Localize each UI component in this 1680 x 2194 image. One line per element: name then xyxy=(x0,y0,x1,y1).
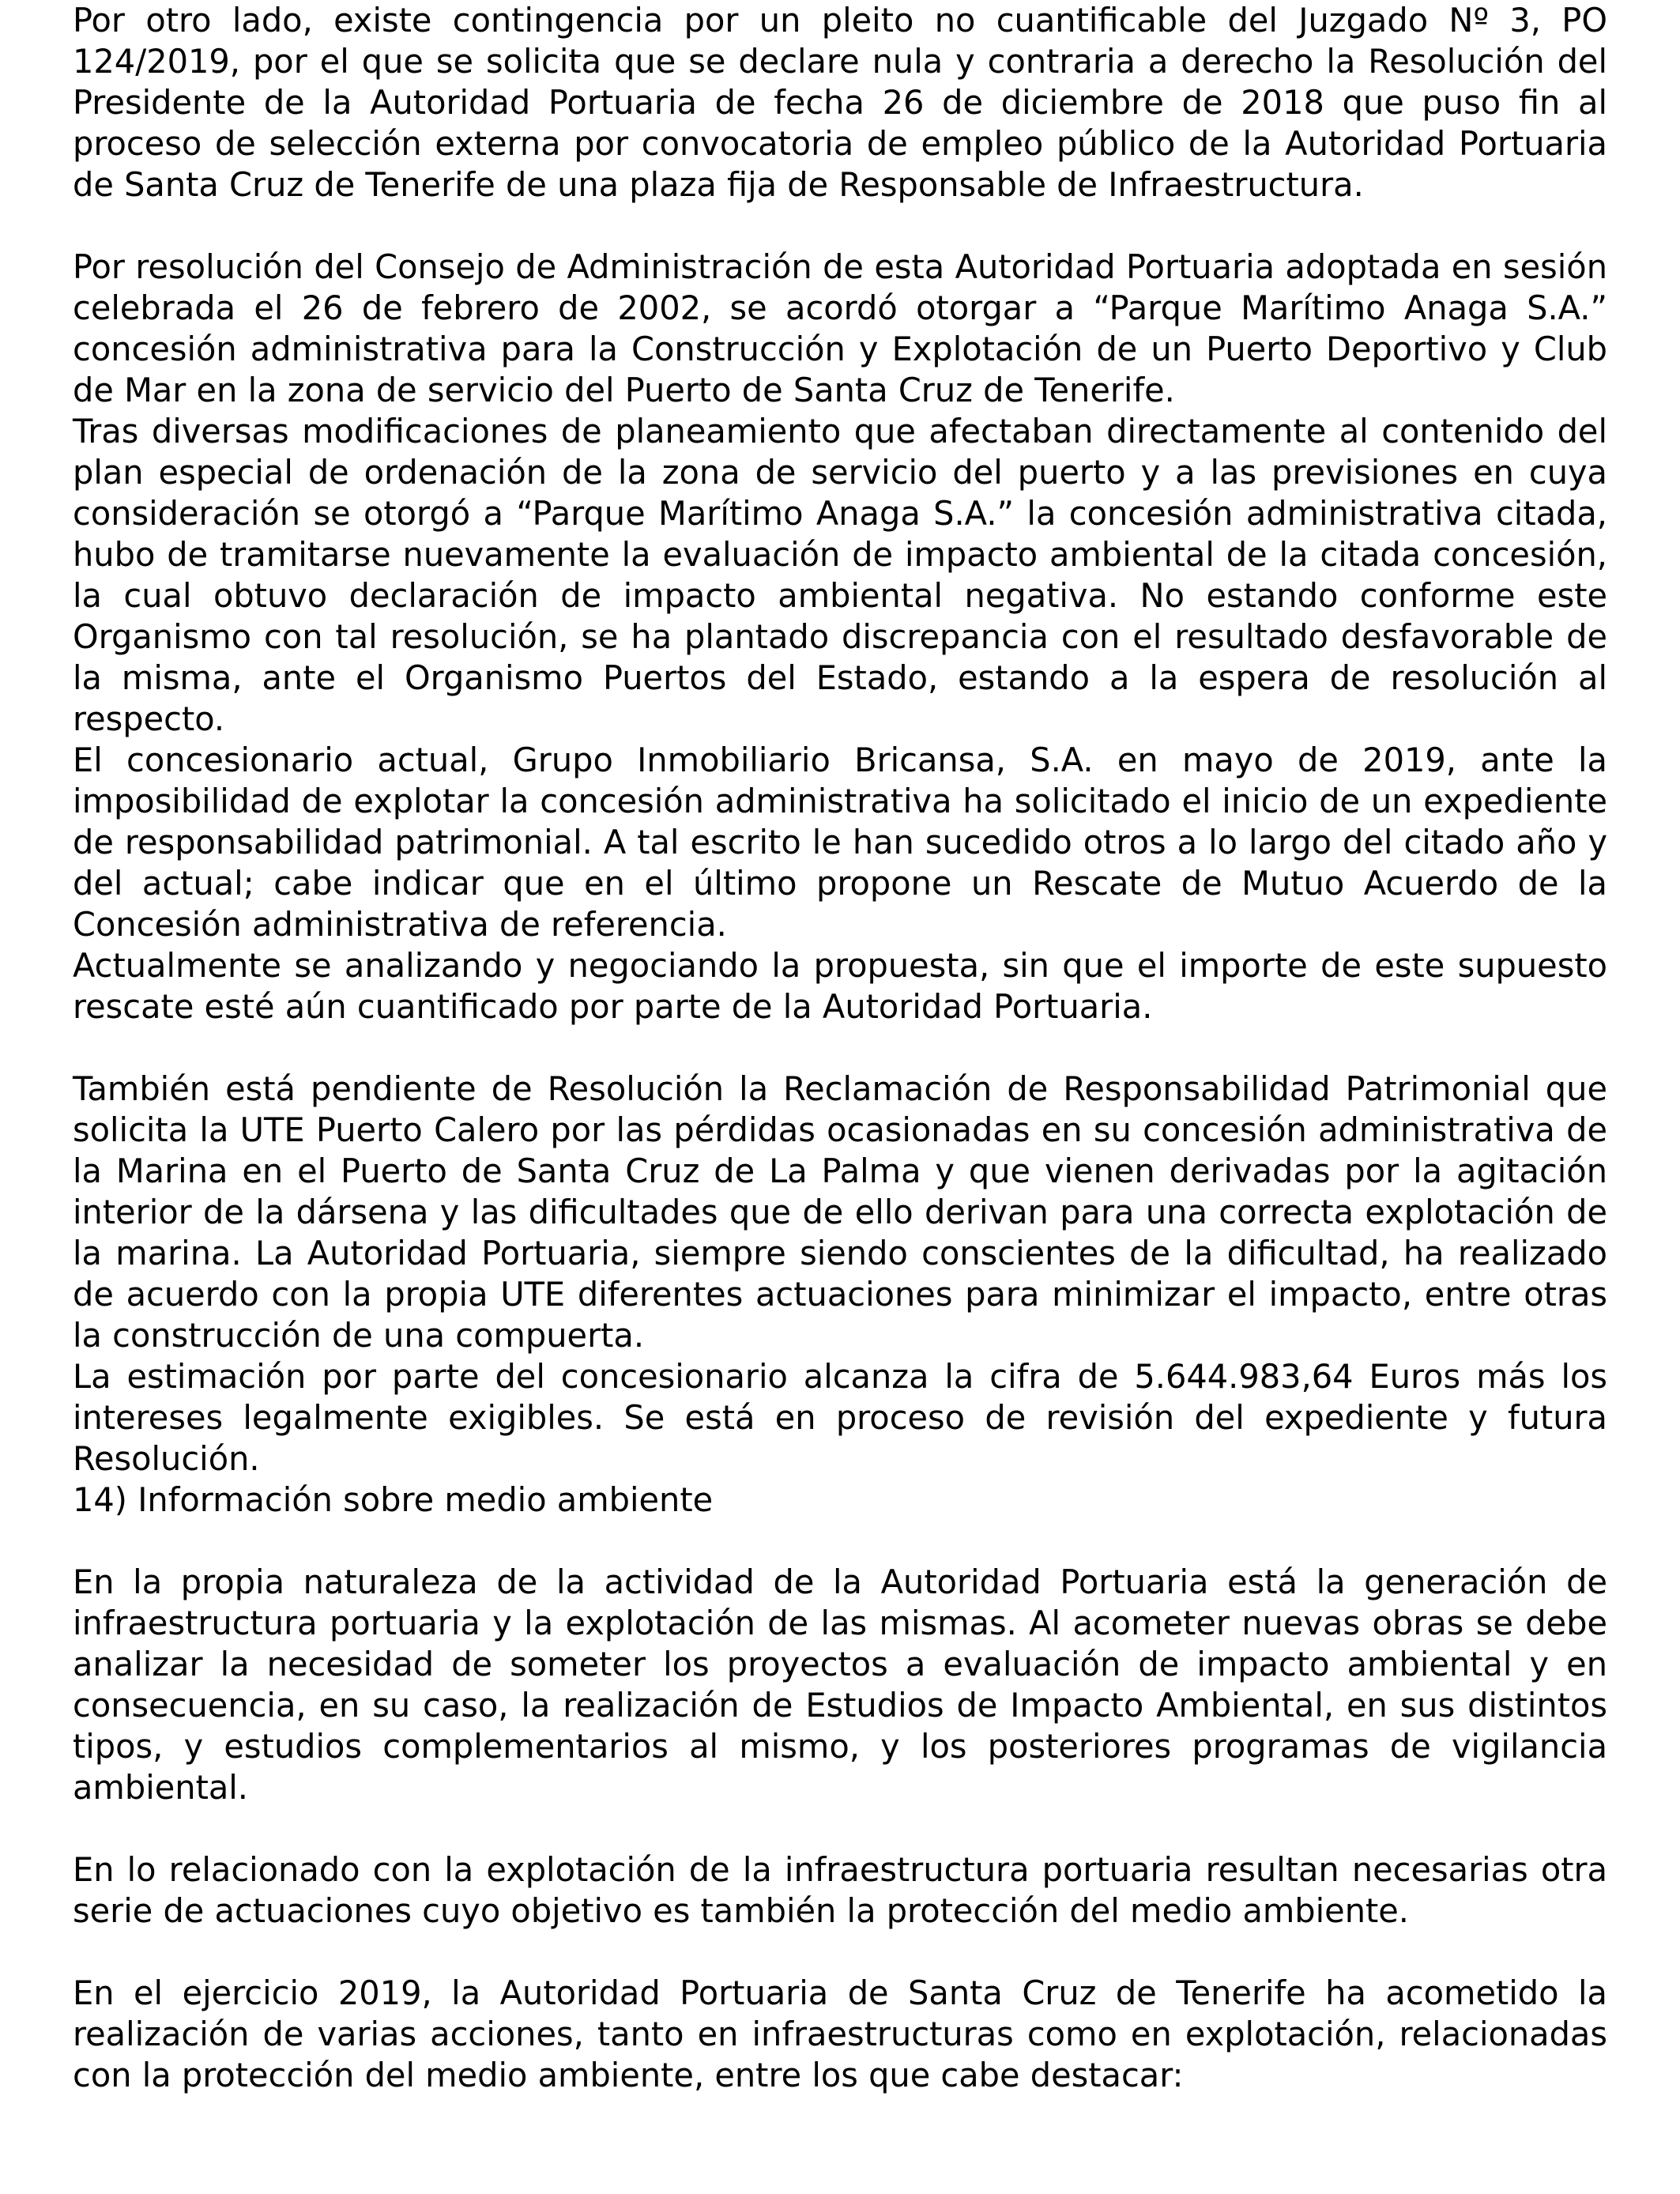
paragraph-concesionario-bricansa: El concesionario actual, Grupo Inmobiliario Bricansa, S.A. en mayo de 2019, ante la imposibilidad de explotar la concesión administrativa ha solicitado el inicio de un expediente de responsabilidad patrimonial. A tal escrito le han sucedido otros a lo largo del citado año y del actual; cabe indicar que en el último propone un Rescate de Mutuo Acuerdo de la Concesión administrativa de referencia. xyxy=(73,741,1607,944)
paragraph-estimacion-concesionario: La estimación por parte del concesionario alcanza la cifra de 5.644.983,64 Euros más los intereses legalmente exigibles. Se está en proceso de revisión del expediente y futura Resolución. xyxy=(73,1357,1607,1478)
paragraph-contingencia-pleito: Por otro lado, existe contingencia por un pleito no cuantificable del Juzgado Nº 3, PO 124/2019, por el que se solicita que se declare nula y contraria a derecho la Resolución del Presidente de la Autoridad Portuaria de fecha 26 de diciembre de 2018 que puso fin al proceso de selección externa por convocatoria de empleo público de la Autoridad Portuaria de Santa Cruz de Tenerife de una plaza fija de Responsable de Infraestructura. xyxy=(73,1,1607,204)
section-heading-medio-ambiente: 14) Información sobre medio ambiente xyxy=(73,1480,714,1519)
paragraph-explotacion-infraestructura: En lo relacionado con la explotación de la infraestructura portuaria resultan necesarias otra serie de actuaciones cuyo objetivo es también la protección del medio ambiente. xyxy=(73,1850,1607,1930)
paragraph-reclamacion-ute: También está pendiente de Resolución la Reclamación de Responsabilidad Patrimonial que solicita la UTE Puerto Calero por las pérdidas ocasionadas en su concesión administrativa de la Marina en el Puerto de Santa Cruz de La Palma y que vienen derivadas por la agitación interior de la dársena y las dificultades que de ello derivan para una correcta explotación de la marina. La Autoridad Portuaria, siempre siendo conscientes de la dificultad, ha realizado de acuerdo con la propia UTE diferentes actuaciones para minimizar el impacto, entre otras la construcción de una compuerta. xyxy=(73,1069,1607,1355)
paragraph-concesion-parque-maritimo: Por resolución del Consejo de Administración de esta Autoridad Portuaria adoptada en sesión celebrada el 26 de febrero de 2002, se acordó otorgar a “Parque Marítimo Anaga S.A.” concesión administrativa para la Construcción y Explotación de un Puerto Deportivo y Club de Mar en la zona de servicio del Puerto de Santa Cruz de Tenerife. xyxy=(73,247,1607,409)
paragraph-naturaleza-actividad: En la propia naturaleza de la actividad de la Autoridad Portuaria está la generación de infraestructura portuaria y la explotación de las mismas. Al acometer nuevas obras se debe analizar la necesidad de someter los proyectos a evaluación de impacto ambiental y en consecuencia, en su caso, la realización de Estudios de Impacto Ambiental, en sus distintos tipos, y estudios complementarios al mismo, y los posteriores programas de vigilancia ambiental. xyxy=(73,1563,1607,1807)
paragraph-ejercicio-2019: En el ejercicio 2019, la Autoridad Portuaria de Santa Cruz de Tenerife ha acometido la realización de varias acciones, tanto en infraestructuras como en explotación, relacionadas con la protección del medio ambiente, entre los que cabe destacar: xyxy=(73,1973,1607,2094)
paragraph-propuesta-rescate: Actualmente se analizando y negociando la propuesta, sin que el importe de este supuesto rescate esté aún cuantificado por parte de la Autoridad Portuaria. xyxy=(73,946,1607,1026)
document-page xyxy=(73,0,1607,2194)
paragraph-modificaciones-planeamiento: Tras diversas modificaciones de planeamiento que afectaban directamente al contenido del plan especial de ordenación de la zona de servicio del puerto y a las previsiones en cuya consideración se otorgó a “Parque Marítimo Anaga S.A.” la concesión administrativa citada, hubo de tramitarse nuevamente la evaluación de impacto ambiental de la citada concesión, la cual obtuvo declaración de impacto ambiental negativa. No estando conforme este Organismo con tal resolución, se ha plantado discrepancia con el resultado desfavorable de la misma, ante el Organismo Puertos del Estado, estando a la espera de resolución al respecto. xyxy=(73,412,1607,738)
